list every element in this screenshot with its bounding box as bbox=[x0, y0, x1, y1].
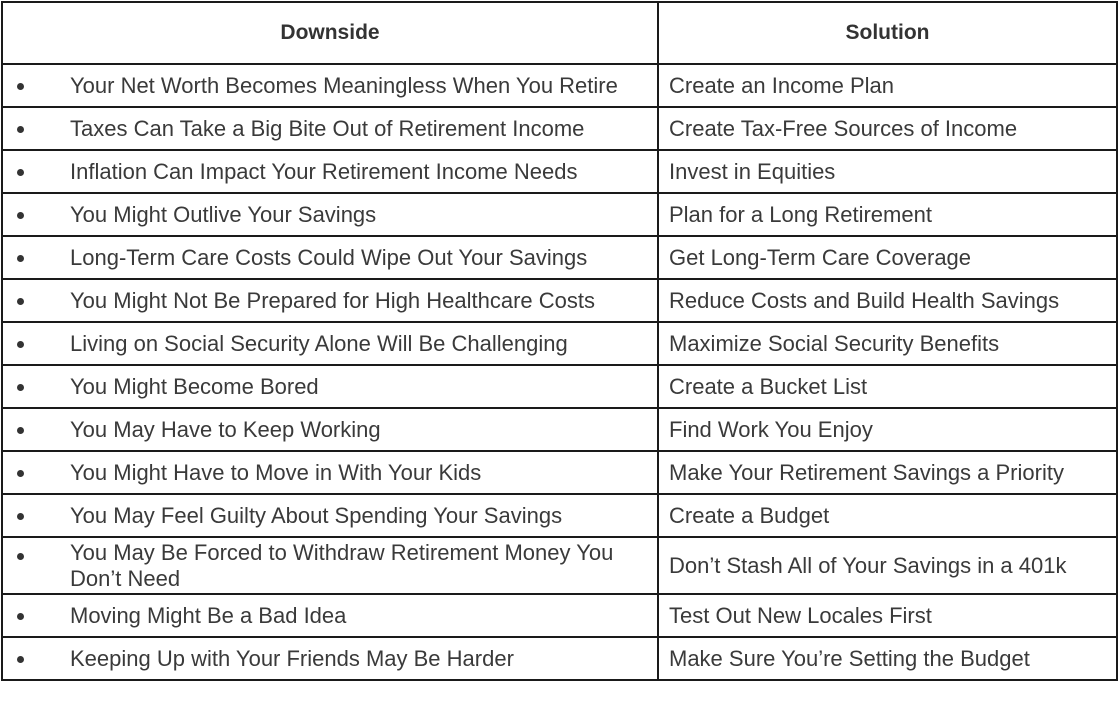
downside-text: Keeping Up with Your Friends May Be Harder bbox=[70, 645, 514, 671]
solution-cell bbox=[658, 236, 1117, 279]
downside-cell bbox=[2, 107, 658, 150]
downside-cell bbox=[2, 279, 658, 322]
bullet-icon bbox=[17, 656, 24, 663]
solution-cell bbox=[658, 408, 1117, 451]
solution-cell bbox=[658, 594, 1117, 637]
header-solution: Solution bbox=[658, 2, 1117, 64]
solution-cell bbox=[658, 64, 1117, 107]
downside-cell bbox=[2, 236, 658, 279]
downside-text: You Might Not Be Prepared for High Healthcare Costs bbox=[70, 287, 596, 313]
solution-text: Get Long-Term Care Coverage bbox=[669, 244, 972, 270]
solution-text: Find Work You Enjoy bbox=[669, 416, 873, 442]
solution-cell bbox=[658, 537, 1117, 594]
downside-cell bbox=[2, 193, 658, 236]
solution-cell bbox=[658, 150, 1117, 193]
downside-cell bbox=[2, 365, 658, 408]
comparison-table-wrapper bbox=[1, 1, 1116, 681]
table-row bbox=[2, 365, 1117, 408]
table-row bbox=[2, 637, 1117, 680]
downside-text: Moving Might Be a Bad Idea bbox=[70, 602, 347, 628]
downside-cell bbox=[2, 451, 658, 494]
downside-text: Taxes Can Take a Big Bite Out of Retirement Income bbox=[70, 115, 585, 141]
solution-text: Create Tax-Free Sources of Income bbox=[669, 115, 1018, 141]
bullet-icon bbox=[17, 384, 24, 391]
bullet-icon bbox=[17, 255, 24, 262]
bullet-icon bbox=[17, 298, 24, 305]
solution-cell bbox=[658, 279, 1117, 322]
bullet-icon bbox=[17, 212, 24, 219]
solution-cell bbox=[658, 494, 1117, 537]
downside-cell bbox=[2, 537, 658, 594]
bullet-icon bbox=[17, 513, 24, 520]
downside-cell bbox=[2, 594, 658, 637]
solution-text: Create a Budget bbox=[669, 502, 830, 528]
solution-text: Reduce Costs and Build Health Savings bbox=[669, 287, 1060, 313]
solution-cell bbox=[658, 322, 1117, 365]
bullet-icon bbox=[17, 613, 24, 620]
solution-text: Don’t Stash All of Your Savings in a 401k bbox=[669, 552, 1067, 578]
solution-cell bbox=[658, 193, 1117, 236]
bullet-icon bbox=[17, 341, 24, 348]
downside-text: Long-Term Care Costs Could Wipe Out Your Savings bbox=[70, 244, 588, 270]
solution-text: Create an Income Plan bbox=[669, 72, 895, 98]
solution-text: Invest in Equities bbox=[669, 158, 836, 184]
downside-cell bbox=[2, 637, 658, 680]
table-row bbox=[2, 494, 1117, 537]
header-row bbox=[2, 2, 1117, 64]
table-body bbox=[2, 64, 1117, 680]
table-row bbox=[2, 107, 1117, 150]
table-row bbox=[2, 279, 1117, 322]
table-row bbox=[2, 236, 1117, 279]
downside-text: You Might Become Bored bbox=[70, 373, 319, 399]
solution-text: Test Out New Locales First bbox=[669, 602, 932, 628]
solution-cell bbox=[658, 637, 1117, 680]
bullet-icon bbox=[17, 83, 24, 90]
table-row bbox=[2, 594, 1117, 637]
solution-cell bbox=[658, 451, 1117, 494]
solution-cell bbox=[658, 365, 1117, 408]
table-row bbox=[2, 193, 1117, 236]
header-downside: Downside bbox=[2, 2, 658, 64]
downside-cell bbox=[2, 150, 658, 193]
downside-cell bbox=[2, 494, 658, 537]
downside-text: You Might Outlive Your Savings bbox=[70, 201, 377, 227]
table-row bbox=[2, 322, 1117, 365]
downside-text: You May Feel Guilty About Spending Your Savings bbox=[70, 502, 563, 528]
solution-text: Make Sure You’re Setting the Budget bbox=[669, 645, 1030, 671]
bullet-icon bbox=[17, 553, 24, 560]
table-row bbox=[2, 408, 1117, 451]
downside-text: Your Net Worth Becomes Meaningless When You Retire bbox=[70, 72, 618, 98]
solution-text: Create a Bucket List bbox=[669, 373, 868, 399]
bullet-icon bbox=[17, 427, 24, 434]
downside-cell bbox=[2, 322, 658, 365]
table-row bbox=[2, 150, 1117, 193]
bullet-icon bbox=[17, 169, 24, 176]
bullet-icon bbox=[17, 126, 24, 133]
bullet-icon bbox=[17, 470, 24, 477]
table-row bbox=[2, 64, 1117, 107]
downside-solution-table bbox=[1, 1, 1118, 681]
table-row bbox=[2, 451, 1117, 494]
downside-text: You Might Have to Move in With Your Kids bbox=[70, 459, 482, 485]
table-row bbox=[2, 537, 1117, 594]
downside-text: Living on Social Security Alone Will Be Challenging bbox=[70, 330, 568, 356]
solution-text: Maximize Social Security Benefits bbox=[669, 330, 1000, 356]
downside-cell bbox=[2, 64, 658, 107]
downside-text: You May Have to Keep Working bbox=[70, 416, 381, 442]
solution-cell bbox=[658, 107, 1117, 150]
downside-cell bbox=[2, 408, 658, 451]
solution-text: Plan for a Long Retirement bbox=[669, 201, 932, 227]
solution-text: Make Your Retirement Savings a Priority bbox=[669, 459, 1064, 485]
downside-text: Inflation Can Impact Your Retirement Income Needs bbox=[70, 158, 578, 184]
downside-text: You May Be Forced to Withdraw Retirement Money You Don’t Need bbox=[70, 539, 614, 591]
